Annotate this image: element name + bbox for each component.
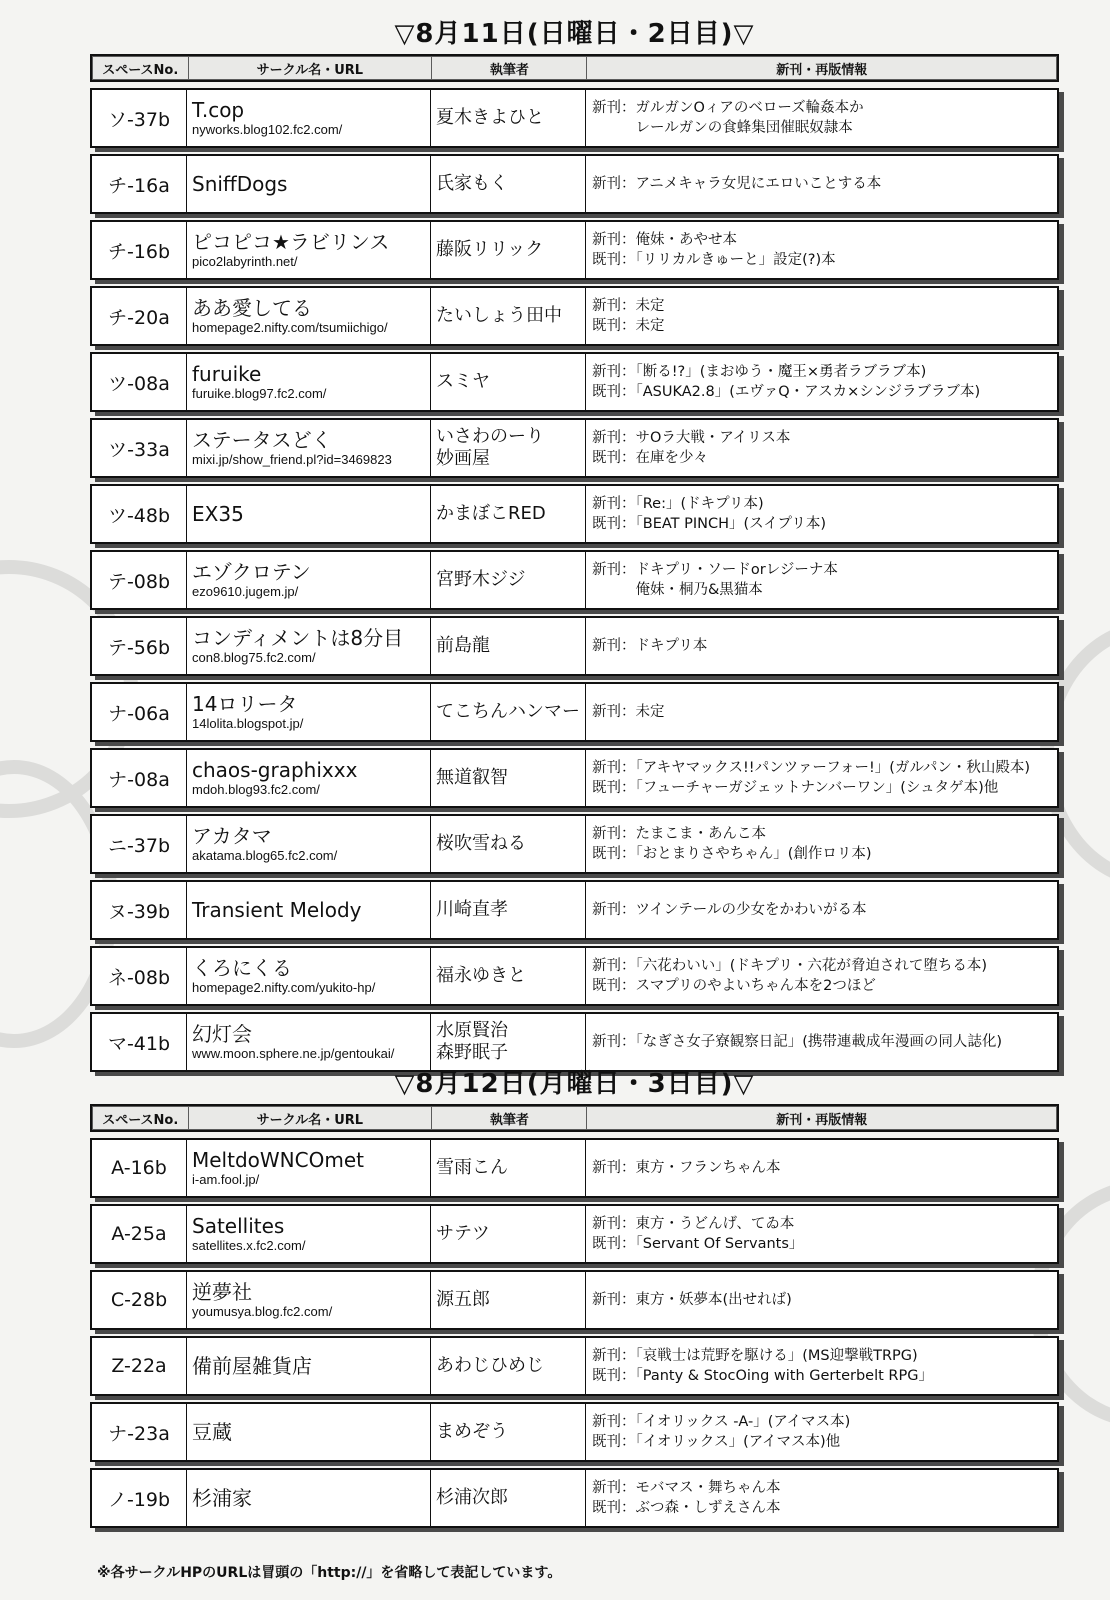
- info-line: 新刊：ドキプリ本: [592, 638, 708, 654]
- info-cell: [586, 816, 1057, 872]
- circle-url: i-am.fool.jp/: [192, 1171, 260, 1187]
- circle-url: mixi.jp/show_friend.pl?id=3469823: [192, 451, 392, 467]
- info-line: 新刊：サOラ大戦・アイリス本: [592, 430, 791, 446]
- info-line: 既刊：「BEAT PINCH」(スイプリ本): [592, 516, 827, 532]
- circle-name: T.cop: [192, 97, 245, 122]
- space-number: ヌ-39b: [92, 882, 187, 938]
- space-number: ナ-23a: [92, 1404, 187, 1460]
- circle-url: con8.blog75.fc2.com/: [192, 649, 316, 665]
- circle-cell: [187, 1338, 431, 1394]
- circle-cell: [187, 1206, 431, 1262]
- info-line: 新刊：「断る!?」(まおゆう・魔王×勇者ラブラブ本): [592, 364, 927, 380]
- author-name: 川崎直孝: [436, 899, 508, 920]
- table-row: [90, 484, 1059, 544]
- author-cell: [431, 222, 586, 278]
- info-line: 新刊：ツインテールの少女をかわいがる本: [592, 902, 867, 918]
- info-line: 既刊：「Panty & StocOing with Gerterbelt RPG」: [592, 1368, 933, 1384]
- info-line: 新刊：モバマス・舞ちゃん本: [592, 1480, 781, 1496]
- space-number: ネ-08b: [92, 948, 187, 1004]
- info-line: 既刊：「フューチャーガジェットナンバーワン」(シュタゲ本)他: [592, 780, 999, 796]
- info-cell: [586, 1206, 1057, 1262]
- circle-cell: [187, 1272, 431, 1328]
- space-number: テ-08b: [92, 552, 187, 608]
- info-line: 新刊：ガルガンOィアのベローズ輪姦本か: [592, 100, 864, 116]
- circle-url: satellites.x.fc2.com/: [192, 1237, 306, 1253]
- author-cell: [431, 1206, 586, 1262]
- info-line: 既刊：「ASUKA2.8」(エヴァQ・アスカ×シンジラブラブ本): [592, 384, 981, 400]
- space-number: ソ-37b: [92, 90, 187, 146]
- author-name: 氏家もく: [436, 173, 508, 194]
- info-line: 新刊：アニメキャラ女児にエロいことする本: [592, 176, 882, 192]
- header-info: 新刊・再版情報: [587, 1107, 1056, 1129]
- space-number: チ-20a: [92, 288, 187, 344]
- table-row: [90, 88, 1059, 148]
- space-number: Z-22a: [92, 1338, 187, 1394]
- info-cell: [586, 750, 1057, 806]
- space-number: ツ-33a: [92, 420, 187, 476]
- info-cell: [586, 948, 1057, 1004]
- space-number: ノ-19b: [92, 1470, 187, 1526]
- info-line: 既刊：ぶつ森・しずえさん本: [592, 1500, 781, 1516]
- circle-cell: [187, 882, 431, 938]
- table-header: [90, 1104, 1059, 1132]
- circle-name: 杉浦家: [192, 1486, 252, 1510]
- circle-url: 14lolita.blogspot.jp/: [192, 715, 304, 731]
- circle-cell: [187, 420, 431, 476]
- info-line: 既刊：未定: [592, 318, 665, 334]
- author-cell: [431, 420, 586, 476]
- section-title: ▽8月12日(月曜日・3日目)▽: [394, 1069, 755, 1099]
- table-row: [90, 1270, 1059, 1330]
- author-name: 無道叡智: [436, 767, 508, 788]
- info-line: 新刊：「イオリックス -A-」(アイマス本): [592, 1414, 851, 1430]
- info-line: 新刊：「なぎさ女子寮観察日記」(携帯連載成年漫画の同人誌化): [592, 1034, 1003, 1050]
- circle-cell: [187, 750, 431, 806]
- info-cell: [586, 486, 1057, 542]
- table-row: [90, 418, 1059, 478]
- circle-cell: [187, 156, 431, 212]
- info-line: 新刊：東方・フランちゃん本: [592, 1160, 781, 1176]
- info-cell: [586, 354, 1057, 410]
- circle-url: nyworks.blog102.fc2.com/: [192, 121, 343, 137]
- circle-cell: [187, 1470, 431, 1526]
- info-cell: [586, 1140, 1057, 1196]
- circle-cell: [187, 354, 431, 410]
- author-name: 宮野木ジジ: [436, 569, 526, 590]
- table-row: [90, 616, 1059, 676]
- info-cell: [586, 1338, 1057, 1394]
- circle-url: akatama.blog65.fc2.com/: [192, 847, 338, 863]
- author-cell: [431, 948, 586, 1004]
- author-cell: [431, 684, 586, 740]
- circle-name: MeltdoWNCOmet: [192, 1147, 364, 1172]
- header-space: スペースNo.: [93, 57, 188, 79]
- table-row: [90, 946, 1059, 1006]
- circle-name: 幻灯会: [192, 1021, 252, 1046]
- header-circle: サークル名・URL: [189, 57, 432, 79]
- author-cell: [431, 1140, 586, 1196]
- info-cell: [586, 552, 1057, 608]
- circle-name: chaos-graphixxx: [192, 757, 358, 782]
- circle-url: ezo9610.jugem.jp/: [192, 583, 299, 599]
- info-line: 新刊：東方・妖夢本(出せれば): [592, 1292, 792, 1308]
- info-line: 新刊：「アキヤマックス!!パンツァーフォー!」(ガルパン・秋山殿本): [592, 760, 1031, 776]
- circle-url: homepage2.nifty.com/yukito-hp/: [192, 979, 376, 995]
- circle-cell: [187, 948, 431, 1004]
- info-line: 既刊：「おとまりさやちゃん」(創作ロリ本): [592, 846, 872, 862]
- circle-url: youmusya.blog.fc2.com/: [192, 1303, 333, 1319]
- table-row: [90, 880, 1059, 940]
- info-line: 新刊：東方・うどんげ、てゐ本: [592, 1216, 795, 1232]
- info-cell: [586, 1404, 1057, 1460]
- circle-name: Satellites: [192, 1213, 285, 1238]
- author-cell: [431, 552, 586, 608]
- circle-name: ああ愛してる: [192, 295, 312, 320]
- info-cell: [586, 156, 1057, 212]
- header-circle: サークル名・URL: [189, 1107, 432, 1129]
- info-line: 新刊：ドキプリ・ソードorレジーナ本: [592, 562, 838, 578]
- space-number: ニ-37b: [92, 816, 187, 872]
- table-row: [90, 1204, 1059, 1264]
- info-cell: [586, 90, 1057, 146]
- circle-name: 14ロリータ: [192, 691, 298, 716]
- author-name: 福永ゆきと: [436, 965, 526, 986]
- table-row: [90, 154, 1059, 214]
- author-cell: [431, 1404, 586, 1460]
- header-author: 執筆者: [432, 57, 586, 79]
- space-number: ナ-06a: [92, 684, 187, 740]
- table-row: [90, 550, 1059, 610]
- info-line: 新刊：「Re:」(ドキプリ本): [592, 496, 764, 512]
- footnote: ※各サークルHPのURLは冒頭の「http://」を省略して表記しています。: [97, 1565, 562, 1581]
- circle-cell: [187, 552, 431, 608]
- space-number: ツ-48b: [92, 486, 187, 542]
- table-row: [90, 1468, 1059, 1528]
- circle-name: Transient Melody: [192, 898, 362, 922]
- space-number: チ-16a: [92, 156, 187, 212]
- info-line: 新刊：たまこま・あんこ本: [592, 826, 766, 842]
- author-name: 前島龍: [436, 635, 490, 656]
- info-cell: [586, 222, 1057, 278]
- author-name: 水原賢治: [436, 1020, 508, 1041]
- author-cell: [431, 816, 586, 872]
- author-cell: [431, 618, 586, 674]
- author-name: てこちんハンマー: [436, 701, 580, 722]
- author-name: 源五郎: [436, 1289, 490, 1310]
- circle-cell: [187, 288, 431, 344]
- info-line: 既刊：「Servant Of Servants」: [592, 1236, 804, 1252]
- header-author: 執筆者: [432, 1107, 586, 1129]
- table-row: [90, 814, 1059, 874]
- circle-cell: [187, 816, 431, 872]
- header-space: スペースNo.: [93, 1107, 188, 1129]
- author-cell: [431, 90, 586, 146]
- author-name: サテツ: [436, 1223, 490, 1244]
- info-cell: [586, 1470, 1057, 1526]
- header-info: 新刊・再版情報: [587, 57, 1056, 79]
- circle-cell: [187, 1014, 431, 1070]
- author-cell: [431, 1338, 586, 1394]
- section-title: ▽8月11日(日曜日・2日目)▽: [394, 19, 755, 49]
- table-row: [90, 748, 1059, 808]
- circle-name: コンディメントは8分目: [192, 625, 404, 650]
- circle-name: ステータスどく: [192, 427, 332, 452]
- circle-name: furuike: [192, 361, 262, 386]
- author-name: 桜吹雪ねる: [436, 833, 526, 854]
- day3-section: [90, 1064, 1059, 1528]
- author-cell: [431, 354, 586, 410]
- table-row: [90, 286, 1059, 346]
- circle-url: pico2labyrinth.net/: [192, 253, 298, 269]
- info-line: レールガンの食蜂集団催眠奴隷本: [592, 120, 853, 136]
- author-cell: [431, 750, 586, 806]
- space-number: C-28b: [92, 1272, 187, 1328]
- circle-name: SniffDogs: [192, 172, 288, 196]
- space-number: ナ-08a: [92, 750, 187, 806]
- table-row: [90, 1012, 1059, 1072]
- info-cell: [586, 420, 1057, 476]
- circle-name: ピコピコ★ラビリンス: [192, 229, 390, 254]
- info-cell: [586, 882, 1057, 938]
- info-line: 俺妹・桐乃&黒猫本: [592, 582, 763, 598]
- table-row: [90, 1402, 1059, 1462]
- table-row: [90, 352, 1059, 412]
- table-header: [90, 54, 1059, 82]
- space-number: マ-41b: [92, 1014, 187, 1070]
- table-row: [90, 220, 1059, 280]
- author-name: あわじひめじ: [436, 1355, 544, 1376]
- day2-section: [90, 14, 1059, 1072]
- info-line: 新刊：俺妹・あやせ本: [592, 232, 737, 248]
- info-cell: [586, 684, 1057, 740]
- space-number: チ-16b: [92, 222, 187, 278]
- author-name: まめぞう: [436, 1421, 508, 1442]
- circle-cell: [187, 684, 431, 740]
- info-line: 既刊：「リリカルきゅーと」設定(?)本: [592, 252, 836, 268]
- info-line: 既刊：「イオリックス」(アイマス本)他: [592, 1434, 841, 1450]
- circle-name: アカタマ: [192, 823, 272, 848]
- author-cell: [431, 156, 586, 212]
- info-line: 新刊：未定: [592, 704, 665, 720]
- author-name: 藤阪リリック: [436, 239, 544, 260]
- author-cell: [431, 288, 586, 344]
- info-line: 既刊：在庫を少々: [592, 450, 708, 466]
- circle-url: mdoh.blog93.fc2.com/: [192, 781, 320, 797]
- author-cell: [431, 1272, 586, 1328]
- author-cell: [431, 882, 586, 938]
- info-line: 新刊：未定: [592, 298, 665, 314]
- author-name: かまぼこRED: [436, 503, 546, 524]
- author-cell: [431, 1014, 586, 1070]
- circle-url: www.moon.sphere.ne.jp/gentoukai/: [192, 1045, 395, 1061]
- circle-name: 逆夢社: [192, 1279, 252, 1304]
- info-cell: [586, 1014, 1057, 1070]
- author-name: たいしょう田中: [436, 305, 562, 326]
- author-name: 森野眠子: [436, 1042, 508, 1063]
- author-cell: [431, 1470, 586, 1526]
- table-row: [90, 1336, 1059, 1396]
- circle-url: furuike.blog97.fc2.com/: [192, 385, 327, 401]
- info-line: 新刊：「六花わいい」(ドキプリ・六花が脅迫されて堕ちる本): [592, 958, 987, 974]
- space-number: A-16b: [92, 1140, 187, 1196]
- circle-name: くろにくる: [192, 955, 292, 980]
- author-name: スミヤ: [436, 371, 490, 392]
- info-line: 新刊：「哀戦士は荒野を駆ける」(MS迎撃戦TRPG): [592, 1348, 918, 1364]
- info-cell: [586, 618, 1057, 674]
- table-row: [90, 1138, 1059, 1198]
- circle-cell: [187, 1404, 431, 1460]
- author-name: 妙画屋: [436, 448, 490, 469]
- author-name: 杉浦次郎: [436, 1487, 508, 1508]
- table-row: [90, 682, 1059, 742]
- circle-name: 備前屋雑貨店: [192, 1354, 312, 1378]
- author-name: 夏木きよひと: [436, 107, 544, 128]
- circle-url: homepage2.nifty.com/tsumiichigo/: [192, 319, 388, 335]
- info-line: 既刊：スマプリのやよいちゃん本を2つほど: [592, 978, 876, 994]
- author-cell: [431, 486, 586, 542]
- circle-cell: [187, 90, 431, 146]
- circle-cell: [187, 618, 431, 674]
- author-name: 雪雨こん: [436, 1157, 508, 1178]
- circle-cell: [187, 1140, 431, 1196]
- circle-name: 豆蔵: [192, 1420, 232, 1444]
- circle-name: EX35: [192, 502, 244, 526]
- space-number: ツ-08a: [92, 354, 187, 410]
- author-name: いさわのーり: [436, 426, 544, 447]
- circle-cell: [187, 222, 431, 278]
- space-number: テ-56b: [92, 618, 187, 674]
- info-cell: [586, 288, 1057, 344]
- space-number: A-25a: [92, 1206, 187, 1262]
- info-cell: [586, 1272, 1057, 1328]
- circle-name: エゾクロテン: [192, 559, 311, 584]
- circle-cell: [187, 486, 431, 542]
